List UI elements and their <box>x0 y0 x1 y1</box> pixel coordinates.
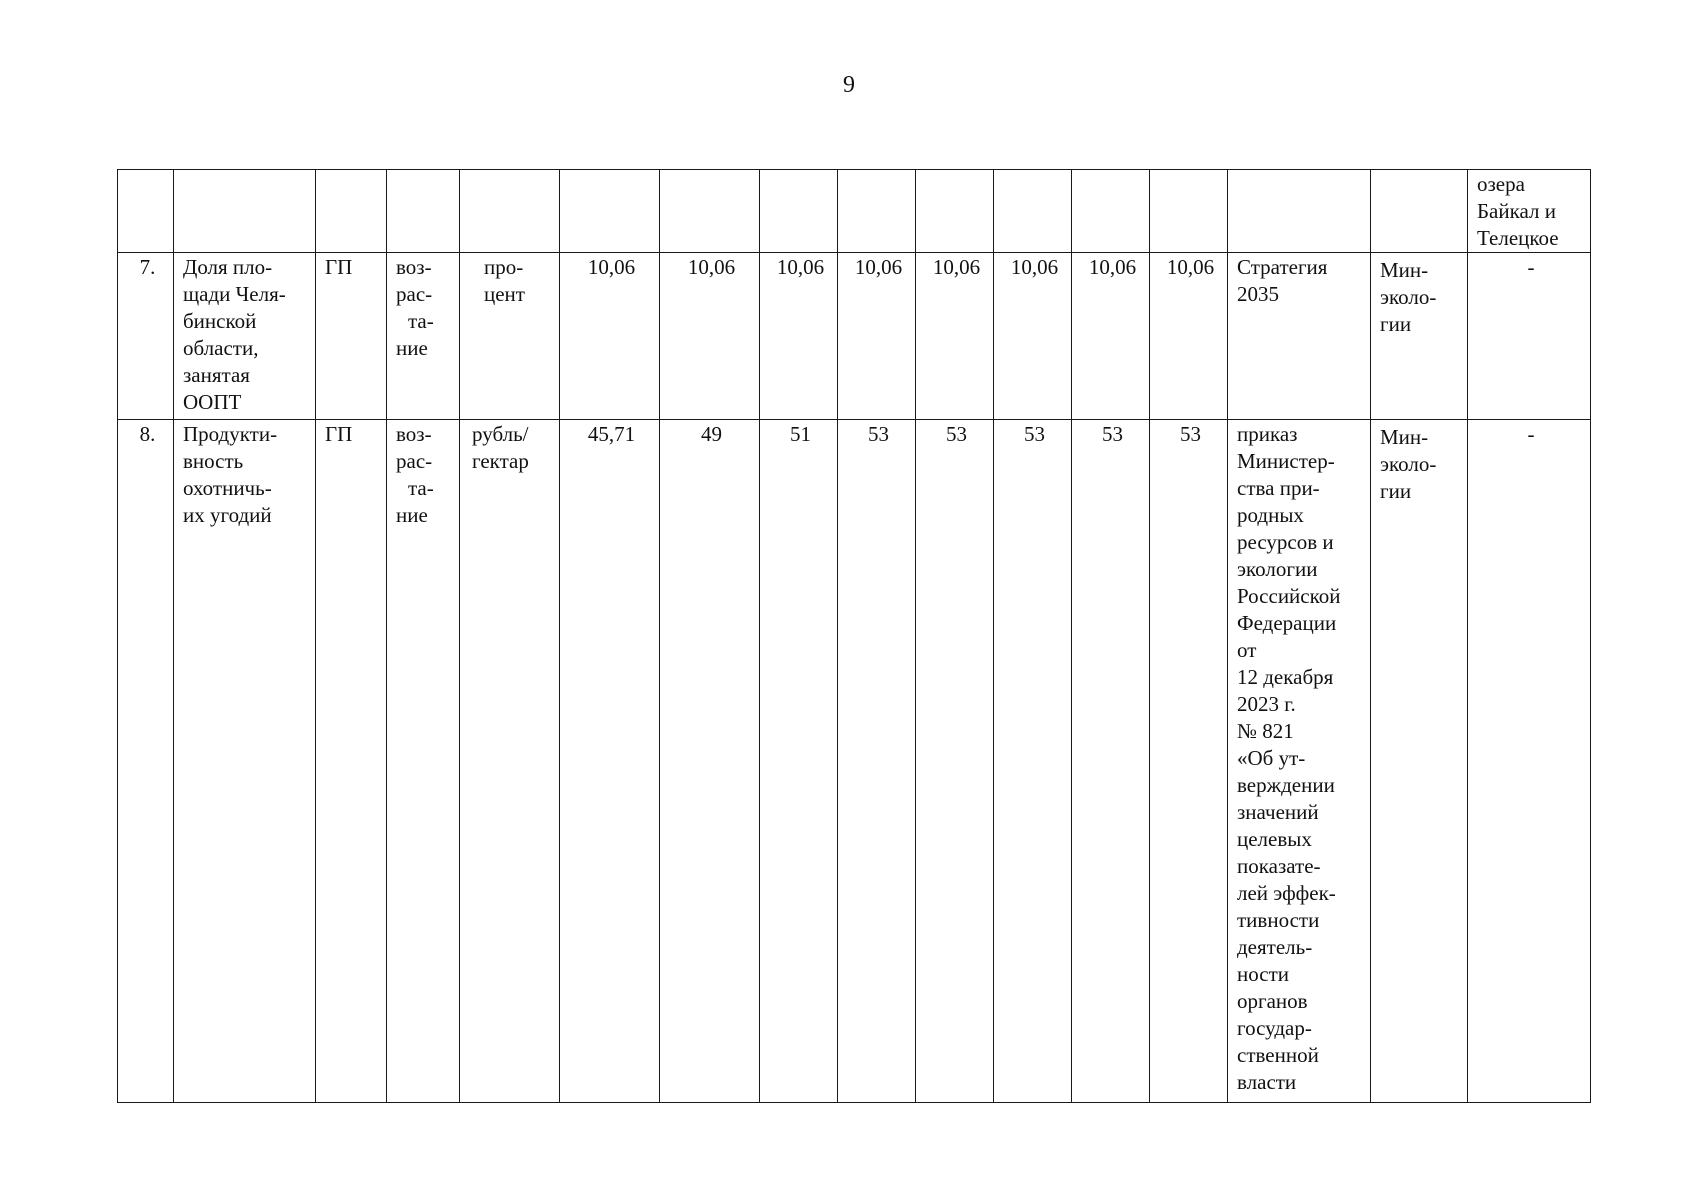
text-line: ности <box>1237 962 1289 986</box>
text-line: рас- <box>396 282 433 306</box>
empty-cell <box>1228 170 1371 253</box>
text-line: значений <box>1237 800 1319 824</box>
value-cell: 53 <box>1150 420 1228 1103</box>
text-line: 12 декабря <box>1237 665 1334 689</box>
text-line: области, <box>183 336 259 360</box>
text-line: экологии <box>1237 557 1318 581</box>
empty-cell <box>1371 170 1468 253</box>
row-number-cell: 7. <box>118 253 174 420</box>
empty-cell <box>660 170 760 253</box>
text-line: вность <box>183 449 244 473</box>
empty-cell <box>560 170 660 253</box>
text-line: лей эффек- <box>1237 881 1336 905</box>
text-line: Министер- <box>1237 449 1335 473</box>
document-cell <box>1228 420 1371 1103</box>
value-cell: 45,71 <box>560 420 660 1103</box>
text-line: щади Челя- <box>183 282 286 306</box>
text-line: Продукти- <box>183 422 278 446</box>
text-line: Байкал и <box>1477 199 1556 223</box>
note-cell: - <box>1468 420 1591 1103</box>
value-cell: 10,06 <box>994 253 1072 420</box>
text-line: Телецкое <box>1477 226 1559 250</box>
unit-cell <box>460 420 560 1103</box>
text-line: цент <box>484 282 525 306</box>
text-line: гектар <box>472 449 529 473</box>
direction-cell <box>387 253 460 420</box>
responsible-cell <box>1371 253 1468 420</box>
text-line: про- <box>484 255 524 279</box>
text-line: гии <box>1380 479 1412 503</box>
text-line: Доля пло- <box>183 255 273 279</box>
value-cell: 49 <box>660 420 760 1103</box>
text-line: их угодий <box>183 503 272 527</box>
text-line: «Об ут- <box>1237 746 1306 770</box>
empty-cell <box>916 170 994 253</box>
value-cell: 51 <box>760 420 838 1103</box>
value-cell: 10,06 <box>660 253 760 420</box>
text-line: показате- <box>1237 854 1321 878</box>
text-line: бинской <box>183 309 257 333</box>
text-line: тивности <box>1237 908 1320 932</box>
empty-cell <box>174 170 316 253</box>
value-cell: 10,06 <box>1072 253 1150 420</box>
text-line: № 821 <box>1237 719 1294 743</box>
indicator-name-cell <box>174 420 316 1103</box>
value-cell: 10,06 <box>916 253 994 420</box>
text-line: ственной <box>1237 1043 1319 1067</box>
empty-cell <box>994 170 1072 253</box>
text-line: воз- <box>396 422 432 446</box>
value-cell: 53 <box>1072 420 1150 1103</box>
text-line: целевых <box>1237 827 1312 851</box>
text-line: ООПТ <box>183 390 242 414</box>
empty-cell <box>838 170 916 253</box>
text-line: Российской <box>1237 584 1341 608</box>
text-line: эколо- <box>1380 452 1437 476</box>
empty-cell <box>460 170 560 253</box>
value-cell: 10,06 <box>560 253 660 420</box>
indicator-name-cell <box>174 253 316 420</box>
empty-cell <box>760 170 838 253</box>
text-line: 2035 <box>1237 282 1279 306</box>
text-line: ние <box>396 503 428 527</box>
text-line: Стратегия <box>1237 255 1328 279</box>
text-line: приказ <box>1237 422 1298 446</box>
page-number: 9 <box>843 72 855 98</box>
value-cell: 10,06 <box>1150 253 1228 420</box>
value-cell: 53 <box>916 420 994 1103</box>
text-line: верждении <box>1237 773 1335 797</box>
text-line: власти <box>1237 1070 1297 1094</box>
text-line: воз- <box>396 255 432 279</box>
text-line: гии <box>1380 312 1412 336</box>
type-cell: ГП <box>316 420 387 1103</box>
text-line: государ- <box>1237 1016 1312 1040</box>
responsible-cell <box>1371 420 1468 1103</box>
text-line: 2023 г. <box>1237 692 1296 716</box>
indicators-table <box>117 169 1591 1103</box>
text-line: ние <box>396 336 428 360</box>
empty-cell <box>387 170 460 253</box>
note-cell: - <box>1468 253 1591 420</box>
text-line: та- <box>408 476 434 500</box>
text-line: рубль/ <box>472 422 529 446</box>
empty-cell <box>1072 170 1150 253</box>
type-cell: ГП <box>316 253 387 420</box>
value-cell: 53 <box>994 420 1072 1103</box>
text-line: Мин- <box>1380 258 1429 282</box>
direction-cell <box>387 420 460 1103</box>
empty-cell <box>1150 170 1228 253</box>
unit-cell <box>460 253 560 420</box>
table-row-continuation <box>118 170 1591 253</box>
value-cell: 10,06 <box>760 253 838 420</box>
document-cell <box>1228 253 1371 420</box>
text-line: озера <box>1477 172 1525 196</box>
text-line: занятая <box>183 363 250 387</box>
empty-cell <box>118 170 174 253</box>
text-line: та- <box>408 309 434 333</box>
text-line: Мин- <box>1380 425 1429 449</box>
row-number-cell: 8. <box>118 420 174 1103</box>
text-line: органов <box>1237 989 1308 1013</box>
text-line: эколо- <box>1380 285 1437 309</box>
value-cell: 10,06 <box>838 253 916 420</box>
text-line: от <box>1237 638 1257 662</box>
continuation-text-cell <box>1468 170 1591 253</box>
text-line: ресурсов и <box>1237 530 1334 554</box>
table-row <box>118 253 1591 420</box>
text-line: деятель- <box>1237 935 1313 959</box>
value-cell: 53 <box>838 420 916 1103</box>
text-line: ства при- <box>1237 476 1320 500</box>
text-line: охотничь- <box>183 476 272 500</box>
table-row <box>118 420 1591 1103</box>
text-line: родных <box>1237 503 1304 527</box>
text-line: Федерации <box>1237 611 1337 635</box>
empty-cell <box>316 170 387 253</box>
text-line: рас- <box>396 449 433 473</box>
